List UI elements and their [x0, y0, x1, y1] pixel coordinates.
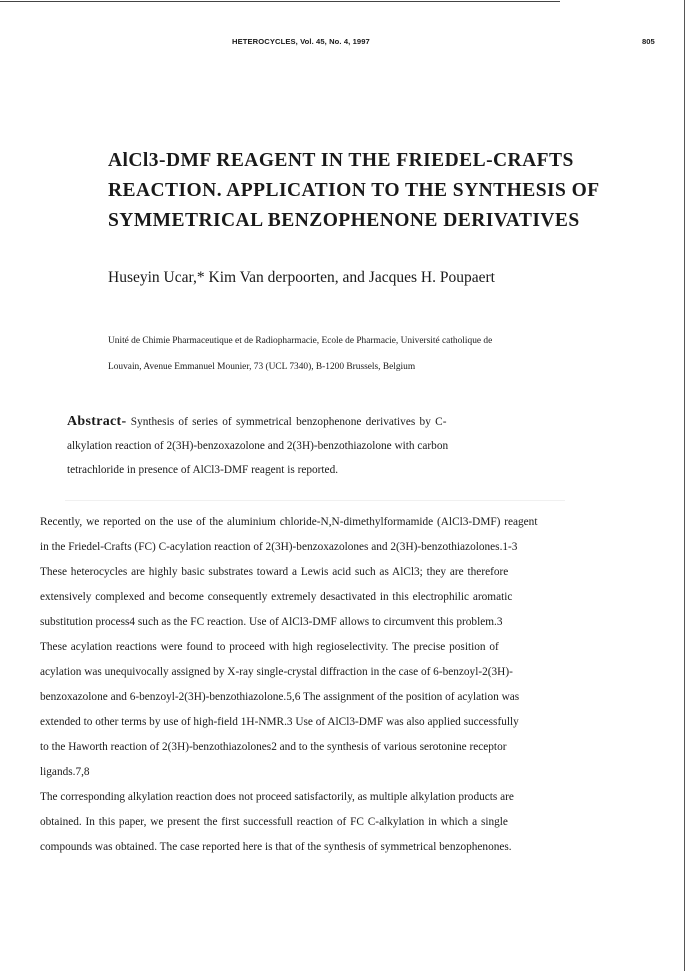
body-line: in the Friedel-Crafts (FC) C-acylation reaction of 2(3H)-benzoxazolones and 2(3H)-benzothiazolones.1-3 [40, 541, 518, 553]
body-line: substitution process4 such as the FC reaction. Use of AlCl3-DMF allows to circumvent this problem.3 [40, 616, 503, 628]
right-margin-rule [684, 0, 685, 971]
body-line: These acylation reactions were found to proceed with high regioselectivity. The precise position of [40, 641, 499, 653]
body-line: compounds was obtained. The case reported here is that of the synthesis of symmetrical benzophenones. [40, 841, 512, 853]
body-line: extensively complexed and become consequently extremely desactivated in this electrophilic aromatic [40, 591, 513, 603]
body-line: acylation was unequivocally assigned by X-ray single-crystal diffraction in the case of 6-benzoyl-2(3H)- [40, 666, 513, 678]
abstract-text: Synthesis of series of symmetrical benzophenone derivatives by C- [126, 416, 447, 428]
affiliation-line: Unité de Chimie Pharmaceutique et de Radiopharmacie, Ecole de Pharmacie, Université catholique de [108, 336, 493, 346]
title-line: SYMMETRICAL BENZOPHENONE DERIVATIVES [108, 210, 580, 231]
body-line: obtained. In this paper, we present the first successfull reaction of FC C-alkylation in which a single [40, 816, 508, 828]
body-line: The corresponding alkylation reaction does not proceed satisfactorily, as multiple alkylation products are [40, 791, 514, 803]
abstract-line [67, 410, 587, 434]
body-line: benzoxazolone and 6-benzoyl-2(3H)-benzothiazolone.5,6 The assignment of the position of acylation was [40, 691, 520, 703]
body-line: extended to other terms by use of high-field 1H-NMR.3 Use of AlCl3-DMF was also applied successfully [40, 716, 519, 728]
body-line: Recently, we reported on the use of the aluminium chloride-N,N-dimethylformamide (AlCl3-DMF) reagent [40, 516, 538, 528]
author-list: Huseyin Ucar,* Kim Van derpoorten, and Jacques H. Poupaert [108, 269, 495, 286]
abstract-line: alkylation reaction of 2(3H)-benzoxazolone and 2(3H)-benzothiazolone with carbon [67, 440, 449, 452]
section-divider [65, 500, 565, 501]
page-number: 805 [642, 37, 655, 46]
affiliation [108, 328, 492, 380]
abstract-line: tetrachloride in presence of AlCl3-DMF reagent is reported. [67, 464, 339, 476]
abstract [67, 410, 587, 482]
affiliation-line: Louvain, Avenue Emmanuel Mounier, 73 (UCL 7340), B-1200 Brussels, Belgium [108, 362, 416, 372]
top-rule [0, 1, 560, 2]
article-title [108, 146, 668, 236]
running-head: HETEROCYCLES, Vol. 45, No. 4, 1997 [232, 37, 370, 46]
body-line: to the Haworth reaction of 2(3H)-benzothiazolones2 and to the synthesis of various serotonine receptor [40, 741, 507, 753]
body-text [40, 510, 660, 860]
body-line: These heterocycles are highly basic substrates toward a Lewis acid such as AlCl3; they are therefore [40, 566, 509, 578]
body-line: ligands.7,8 [40, 766, 90, 778]
title-line: AlCl3-DMF REAGENT IN THE FRIEDEL-CRAFTS [108, 150, 574, 171]
abstract-label: Abstract- [67, 414, 127, 429]
title-line: REACTION. APPLICATION TO THE SYNTHESIS OF [108, 180, 600, 201]
